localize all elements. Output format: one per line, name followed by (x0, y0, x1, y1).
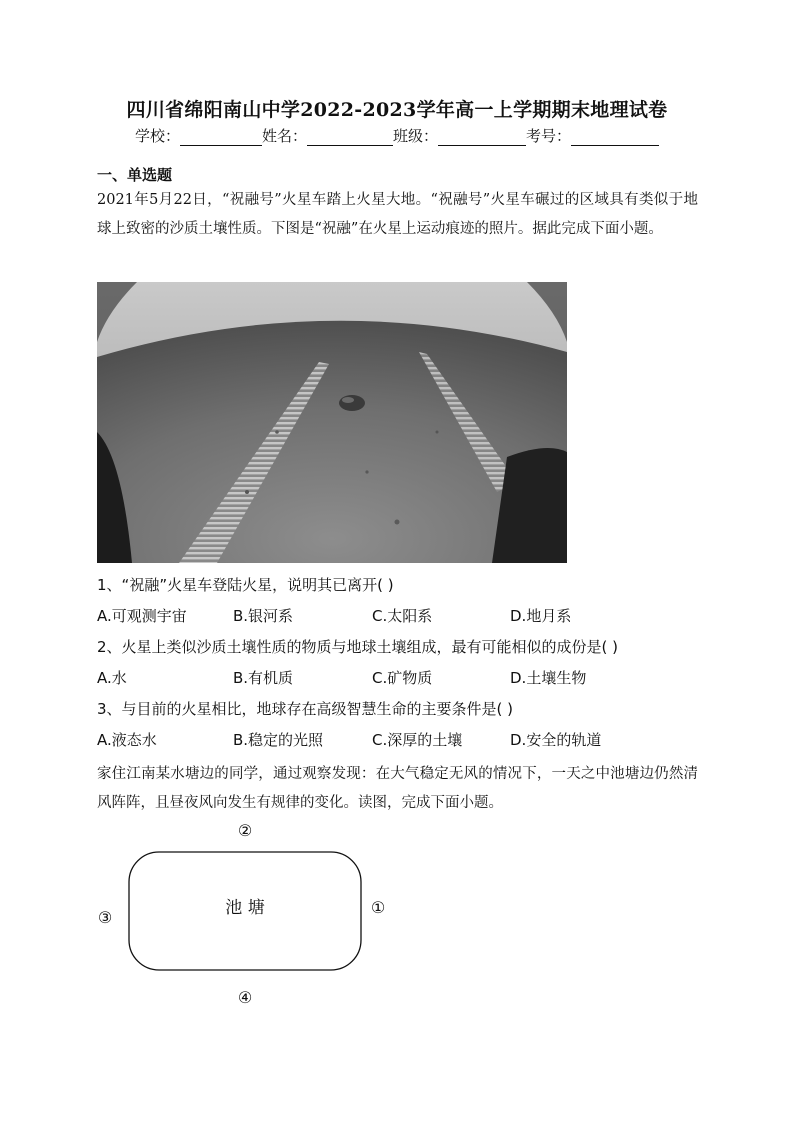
class-label: 班级： (393, 127, 439, 145)
passage-1: 2021年5月22日，“祝融号”火星车踏上火星大地。“祝融号”火星车碾过的区域具有类似于地球上致密的沙质土壤性质。下图是“祝融”在火星上运动痕迹的照片。据此完成下面小题。 (97, 192, 698, 237)
pond-label: 池 塘 (225, 898, 265, 918)
name-blank (307, 129, 393, 146)
marker-2: ② (237, 821, 253, 840)
q2-option-a[interactable]: A.水 (97, 669, 127, 687)
q3-option-c[interactable]: C.深厚的土壤 (372, 731, 463, 749)
student-info-row (0, 125, 794, 146)
mars-rover-photo (97, 282, 567, 563)
question-1-stem: 1、“祝融”火星车登陆火星，说明其已离开( ) (97, 576, 394, 594)
marker-1: ① (370, 898, 386, 917)
question-2-stem: 2、火星上类似沙质土壤性质的物质与地球土壤组成，最有可能相似的成份是( ) (97, 638, 619, 656)
q2-option-d[interactable]: D.土壤生物 (510, 669, 587, 687)
passage-2: 家住江南某水塘边的同学，通过观察发现：在大气稳定无风的情况下，一天之中池塘边仍然清风阵阵，且昼夜风向发生有规律的变化。读图，完成下面小题。 (97, 766, 698, 811)
school-blank (180, 129, 262, 146)
q1-option-d[interactable]: D.地月系 (510, 607, 572, 625)
q3-option-b[interactable]: B.稳定的光照 (233, 731, 324, 749)
marker-3: ③ (97, 908, 113, 927)
pond-diagram-svg (85, 815, 405, 1015)
marker-4: ④ (237, 988, 253, 1007)
school-label: 学校： (134, 127, 180, 145)
pond-diagram (85, 815, 405, 1015)
mars-surface-image (97, 282, 567, 563)
q2-option-c[interactable]: C.矿物质 (372, 669, 433, 687)
name-label: 姓名： (261, 127, 307, 145)
q1-option-a[interactable]: A.可观测宇宙 (97, 607, 187, 625)
q1-option-c[interactable]: C.太阳系 (372, 607, 433, 625)
q3-option-a[interactable]: A.液态水 (97, 731, 157, 749)
section-heading: 一、单选题 (97, 166, 173, 184)
question-3-stem: 3、与目前的火星相比，地球存在高级智慧生命的主要条件是( ) (97, 700, 514, 718)
page-title: 四川省绵阳南山中学2022-2023学年高一上学期期末地理试卷 (126, 99, 668, 121)
exam-no-label: 考号： (526, 127, 572, 145)
q3-option-d[interactable]: D.安全的轨道 (510, 731, 602, 749)
class-blank (438, 129, 526, 146)
q1-option-b[interactable]: B.银河系 (233, 607, 294, 625)
exam-no-blank (571, 129, 659, 146)
q2-option-b[interactable]: B.有机质 (233, 669, 294, 687)
